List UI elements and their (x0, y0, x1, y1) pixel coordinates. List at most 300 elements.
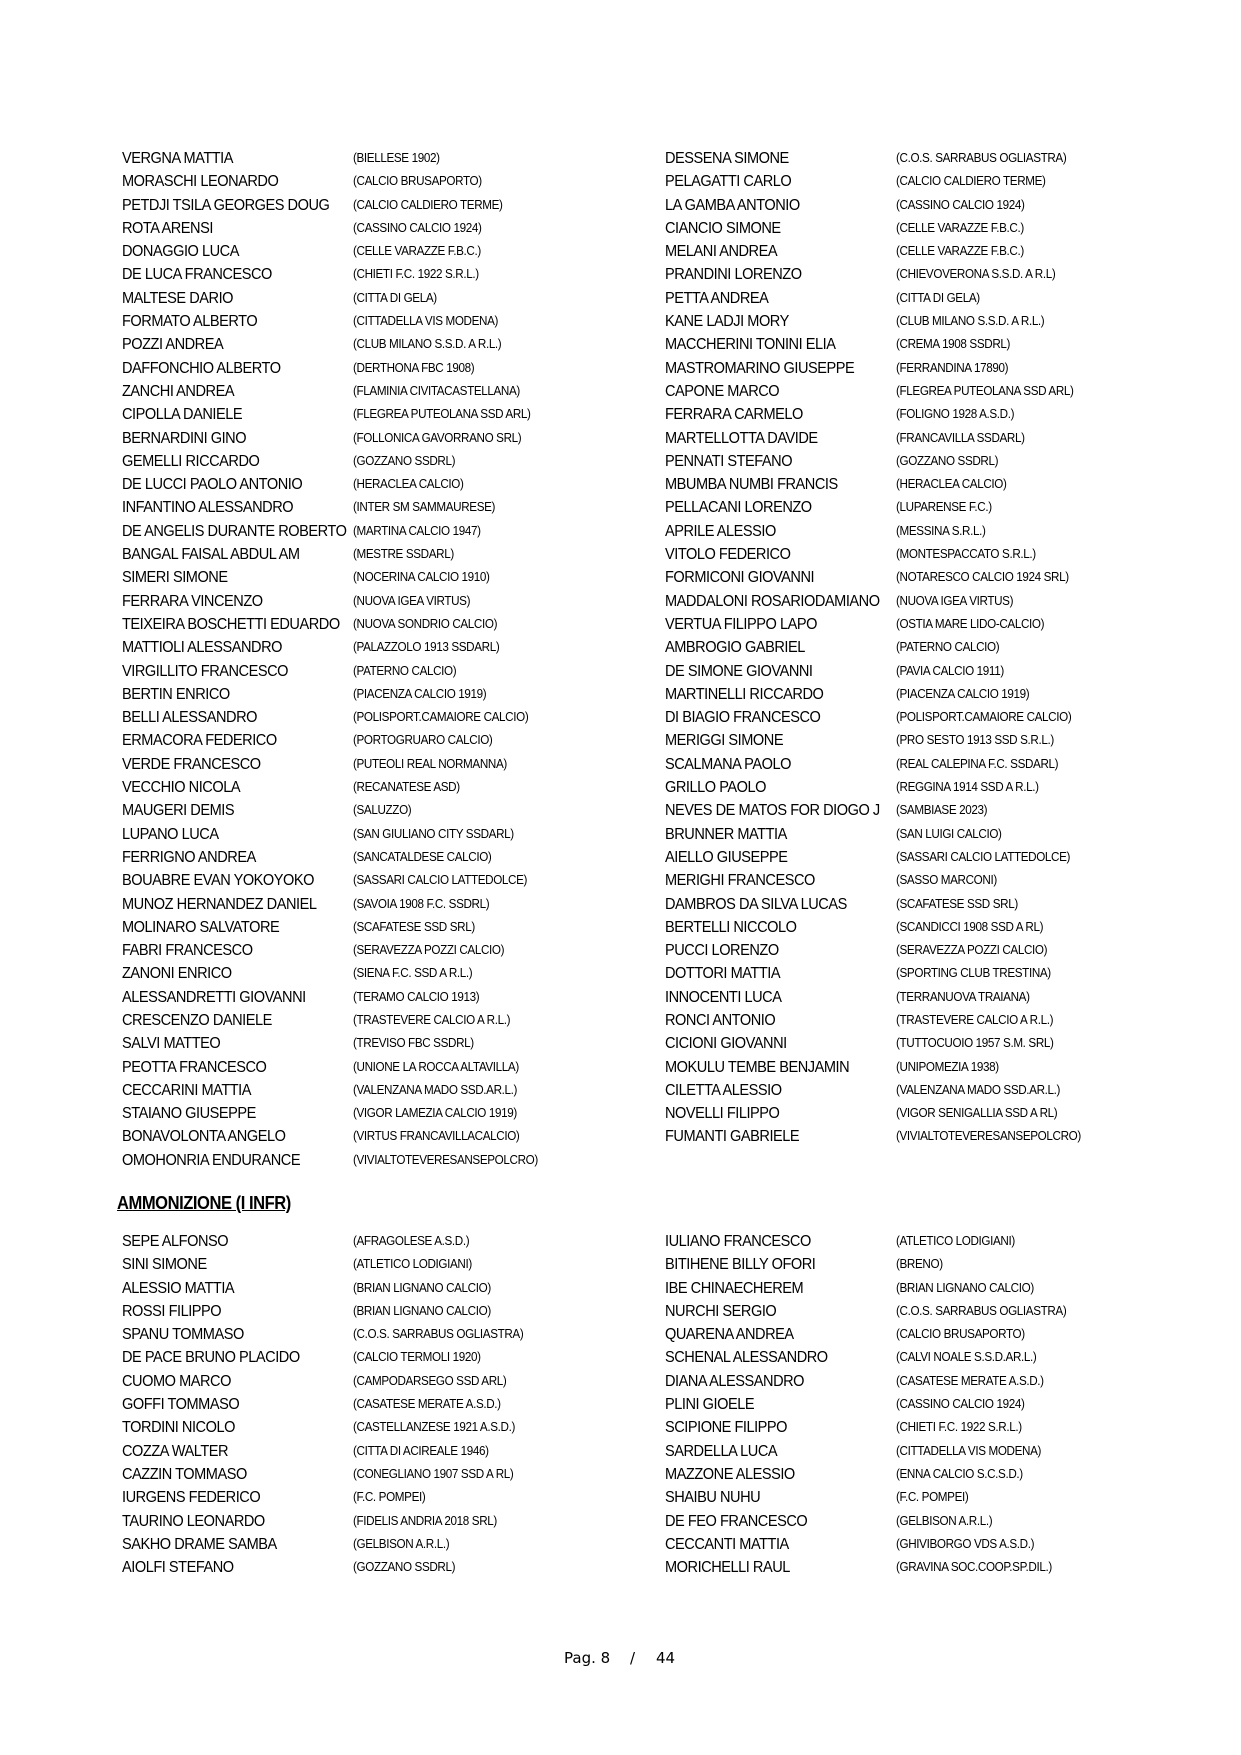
list-item (122, 1323, 662, 1346)
club-name: (VIRTUS FRANCAVILLACALCIO) (353, 1129, 520, 1144)
list-item (665, 683, 1225, 706)
player-column-left (122, 1230, 662, 1579)
player-name: DESSENA SIMONE (665, 150, 789, 167)
list-item (665, 729, 1225, 752)
player-name: DE FEO FRANCESCO (665, 1512, 808, 1530)
list-item (665, 333, 1225, 356)
player-name: DAMBROS DA SILVA LUCAS (665, 895, 847, 913)
club-name: (GHIVIBORGO VDS A.S.D.) (896, 1536, 1035, 1551)
player-name: SAKHO DRAME SAMBA (122, 1535, 277, 1553)
club-name: (RECANATESE ASD) (353, 780, 460, 795)
club-name: (SASSO MARCONI) (896, 873, 997, 888)
player-name: ROTA ARENSI (122, 219, 213, 237)
player-name: DIANA ALESSANDRO (665, 1372, 805, 1390)
player-column-right (665, 147, 1225, 1149)
club-name: (PATERNO CALCIO) (896, 640, 1000, 655)
club-name: (CALCIO CALDIERO TERME) (353, 197, 503, 212)
club-name: (CONEGLIANO 1907 SSD A RL) (353, 1466, 514, 1481)
list-item (122, 869, 662, 892)
player-name: MARTINELLI RICCARDO (665, 685, 824, 703)
club-name: (VALENZANA MADO SSD.AR.L.) (896, 1082, 1061, 1097)
list-item (665, 1533, 1225, 1556)
club-name: (CREMA 1908 SSDRL) (896, 337, 1011, 352)
list-item (122, 1486, 662, 1509)
club-name: (FLEGREA PUTEOLANA SSD ARL) (353, 407, 531, 422)
list-item (122, 986, 662, 1009)
list-item (665, 1416, 1225, 1439)
list-item (665, 450, 1225, 473)
list-item (665, 869, 1225, 892)
club-name: (PUTEOLI REAL NORMANNA) (353, 756, 507, 771)
club-name: (DERTHONA FBC 1908) (353, 360, 475, 375)
club-name: (SANCATALDESE CALCIO) (353, 849, 492, 864)
club-name: (CAMPODARSEGO SSD ARL) (353, 1373, 507, 1388)
club-name: (PAVIA CALCIO 1911) (896, 663, 1004, 678)
list-item (665, 846, 1225, 869)
club-name: (CASATESE MERATE A.S.D.) (353, 1397, 501, 1412)
club-name: (CALVI NOALE S.S.D.AR.L.) (896, 1350, 1037, 1365)
list-item (122, 1440, 662, 1463)
club-name: (BRENO) (896, 1257, 943, 1272)
player-name: GOFFI TOMMASO (122, 1396, 240, 1414)
list-item (122, 1277, 662, 1300)
list-item (122, 1009, 662, 1032)
list-item (122, 1230, 662, 1253)
club-name: (TUTTOCUOIO 1957 S.M. SRL) (896, 1036, 1054, 1051)
page-separator: / (630, 1649, 636, 1667)
player-name: VERTUA FILIPPO LAPO (665, 615, 817, 633)
club-name: (F.C. POMPEI) (896, 1490, 969, 1505)
club-name: (C.O.S. SARRABUS OGLIASTRA) (896, 1303, 1067, 1318)
club-name: (CHIETI F.C. 1922 S.R.L.) (353, 267, 479, 282)
club-name: (ENNA CALCIO S.C.S.D.) (896, 1466, 1023, 1481)
list-item (665, 403, 1225, 426)
club-name: (ATLETICO LODIGIANI) (896, 1234, 1015, 1248)
player-name: MASTROMARINO GIUSEPPE (665, 359, 855, 377)
list-item (122, 962, 662, 985)
club-name: (REAL CALEPINA F.C. SSDARL) (896, 756, 1059, 771)
player-name: PETDJI TSILA GEORGES DOUG (122, 196, 330, 214)
club-name: (VIVIALTOTEVERESANSEPOLCRO) (896, 1129, 1081, 1144)
list-item (122, 217, 662, 240)
player-name: PLINI GIOELE (665, 1396, 755, 1414)
club-name: (UNIPOMEZIA 1938) (896, 1059, 999, 1074)
club-name: (C.O.S. SARRABUS OGLIASTRA) (896, 151, 1067, 165)
player-name: MAZZONE ALESSIO (665, 1465, 795, 1483)
list-item (122, 520, 662, 543)
list-item (122, 566, 662, 589)
club-name: (BRIAN LIGNANO CALCIO) (896, 1280, 1034, 1295)
list-item (122, 1125, 662, 1148)
player-name: DI BIAGIO FRANCESCO (665, 709, 821, 727)
list-item (122, 427, 662, 450)
list-item (665, 1463, 1225, 1486)
player-name: ERMACORA FEDERICO (122, 732, 277, 750)
list-item (122, 1370, 662, 1393)
player-name: DE ANGELIS DURANTE ROBERTO (122, 522, 347, 540)
club-name: (GELBISON A.R.L.) (896, 1513, 993, 1528)
player-name: SEPE ALFONSO (122, 1233, 229, 1250)
player-name: FORMICONI GIOVANNI (665, 569, 815, 587)
player-name: SARDELLA LUCA (665, 1442, 778, 1460)
list-item (665, 1102, 1225, 1125)
list-item (122, 590, 662, 613)
club-name: (NUOVA IGEA VIRTUS) (896, 593, 1014, 608)
player-name: APRILE ALESSIO (665, 522, 776, 540)
club-name: (CASATESE MERATE A.S.D.) (896, 1373, 1044, 1388)
player-name: IURGENS FEDERICO (122, 1489, 261, 1507)
player-name: NURCHI SERGIO (665, 1302, 777, 1320)
club-name: (PIACENZA CALCIO 1919) (896, 686, 1030, 701)
player-name: FERRIGNO ANDREA (122, 848, 256, 866)
list-item (122, 753, 662, 776)
club-name: (BRIAN LIGNANO CALCIO) (353, 1303, 491, 1318)
club-name: (GELBISON A.R.L.) (353, 1536, 450, 1551)
player-name: INFANTINO ALESSANDRO (122, 499, 294, 517)
list-item (665, 613, 1225, 636)
player-name: DE PACE BRUNO PLACIDO (122, 1349, 300, 1367)
club-name: (BRIAN LIGNANO CALCIO) (353, 1280, 491, 1295)
player-name: DE LUCA FRANCESCO (122, 266, 272, 284)
club-name: (FRANCAVILLA SSDARL) (896, 430, 1025, 445)
list-item (665, 427, 1225, 450)
player-name: LA GAMBA ANTONIO (665, 196, 800, 214)
list-item (122, 613, 662, 636)
player-name: STAIANO GIUSEPPE (122, 1105, 256, 1123)
club-name: (FLAMINIA CIVITACASTELLANA) (353, 383, 520, 398)
club-name: (CALCIO BRUSAPORTO) (353, 174, 482, 189)
list-item (665, 1323, 1225, 1346)
club-name: (TERRANUOVA TRAIANA) (896, 989, 1030, 1004)
list-item (122, 1346, 662, 1369)
list-item (122, 287, 662, 310)
player-name: MALTESE DARIO (122, 289, 234, 307)
player-name: BERTELLI NICCOLO (665, 918, 797, 936)
club-name: (FOLIGNO 1928 A.S.D.) (896, 407, 1015, 422)
list-item (665, 660, 1225, 683)
list-item (665, 939, 1225, 962)
club-name: (ATLETICO LODIGIANI) (353, 1257, 472, 1272)
player-name: CRESCENZO DANIELE (122, 1011, 272, 1029)
club-name: (SIENA F.C. SSD A R.L.) (353, 966, 473, 981)
club-name: (POLISPORT.CAMAIORE CALCIO) (353, 710, 529, 725)
player-name: LUPANO LUCA (122, 825, 219, 843)
player-name: DAFFONCHIO ALBERTO (122, 359, 281, 377)
list-item (665, 170, 1225, 193)
list-item (122, 543, 662, 566)
club-name: (SCAFATESE SSD SRL) (353, 919, 475, 934)
club-name: (SERAVEZZA POZZI CALCIO) (896, 943, 1048, 958)
list-item (665, 1440, 1225, 1463)
player-name: TEIXEIRA BOSCHETTI EDUARDO (122, 615, 340, 633)
list-item (665, 1346, 1225, 1369)
club-name: (SPORTING CLUB TRESTINA) (896, 966, 1051, 981)
list-item (122, 170, 662, 193)
player-name: MORASCHI LEONARDO (122, 173, 279, 191)
player-name: BERTIN ENRICO (122, 685, 230, 703)
player-name: PELLACANI LORENZO (665, 499, 812, 517)
list-item (665, 263, 1225, 286)
player-name: RONCI ANTONIO (665, 1011, 776, 1029)
player-name: MATTIOLI ALESSANDRO (122, 639, 283, 657)
club-name: (AFRAGOLESE A.S.D.) (353, 1234, 470, 1248)
player-name: FORMATO ALBERTO (122, 313, 258, 331)
club-name: (SCANDICCI 1908 SSD A RL) (896, 919, 1044, 934)
player-name: MOKULU TEMBE BENJAMIN (665, 1058, 850, 1076)
player-name: MOLINARO SALVATORE (122, 918, 280, 936)
player-name: ROSSI FILIPPO (122, 1302, 222, 1320)
player-name: IULIANO FRANCESCO (665, 1233, 811, 1250)
list-item (122, 846, 662, 869)
list-item (665, 380, 1225, 403)
list-item (665, 1056, 1225, 1079)
club-name: (TRASTEVERE CALCIO A R.L.) (353, 1012, 511, 1027)
club-name: (CALCIO TERMOLI 1920) (353, 1350, 481, 1365)
list-item (665, 1230, 1225, 1253)
list-item (665, 194, 1225, 217)
club-name: (CITTA DI GELA) (353, 290, 437, 305)
player-name: MBUMBA NUMBI FRANCIS (665, 476, 838, 494)
player-name: FERRARA CARMELO (665, 406, 803, 424)
list-item (665, 240, 1225, 263)
club-name: (SERAVEZZA POZZI CALCIO) (353, 943, 505, 958)
player-name: PENNATI STEFANO (665, 452, 793, 470)
player-name: AIELLO GIUSEPPE (665, 848, 788, 866)
club-name: (SALUZZO) (353, 803, 412, 818)
club-name: (PIACENZA CALCIO 1919) (353, 686, 487, 701)
club-name: (TREVISO FBC SSDRL) (353, 1036, 474, 1051)
club-name: (CHIETI F.C. 1922 S.R.L.) (896, 1420, 1022, 1435)
list-item (665, 520, 1225, 543)
player-name: DOTTORI MATTIA (665, 965, 781, 983)
player-name: POZZI ANDREA (122, 336, 224, 354)
player-name: MERIGHI FRANCESCO (665, 872, 815, 890)
player-name: MAUGERI DEMIS (122, 802, 235, 820)
club-name: (BIELLESE 1902) (353, 151, 440, 165)
list-item (122, 357, 662, 380)
player-name: ZANCHI ANDREA (122, 382, 235, 400)
player-name: TORDINI NICOLO (122, 1419, 235, 1437)
list-item (665, 706, 1225, 729)
list-item (665, 287, 1225, 310)
club-name: (CELLE VARAZZE F.B.C.) (896, 220, 1024, 235)
club-name: (C.O.S. SARRABUS OGLIASTRA) (353, 1327, 524, 1342)
club-name: (GRAVINA SOC.COOP.SP.DIL.) (896, 1560, 1052, 1575)
player-name: MORICHELLI RAUL (665, 1559, 790, 1577)
player-name: BRUNNER MATTIA (665, 825, 787, 843)
player-name: VERDE FRANCESCO (122, 755, 261, 773)
list-item (665, 893, 1225, 916)
section-heading: AMMONIZIONE (I INFR) (117, 1193, 291, 1213)
club-name: (OSTIA MARE LIDO-CALCIO) (896, 616, 1045, 631)
player-name: ZANONI ENRICO (122, 965, 232, 983)
list-item (665, 217, 1225, 240)
club-name: (CASSINO CALCIO 1924) (896, 197, 1025, 212)
player-name: FABRI FRANCESCO (122, 942, 253, 960)
player-name: KANE LADJI MORY (665, 313, 789, 331)
club-name: (SASSARI CALCIO LATTEDOLCE) (896, 849, 1071, 864)
club-name: (CASSINO CALCIO 1924) (896, 1397, 1025, 1412)
club-name: (HERACLEA CALCIO) (896, 477, 1007, 492)
list-item (665, 962, 1225, 985)
player-name: FERRARA VINCENZO (122, 592, 263, 610)
club-name: (UNIONE LA ROCCA ALTAVILLA) (353, 1059, 519, 1074)
list-item (122, 333, 662, 356)
club-name: (FLEGREA PUTEOLANA SSD ARL) (896, 383, 1074, 398)
club-name: (SCAFATESE SSD SRL) (896, 896, 1018, 911)
club-name: (MESSINA S.R.L.) (896, 523, 986, 538)
club-name: (FIDELIS ANDRIA 2018 SRL) (353, 1513, 497, 1528)
player-name: VIRGILLITO FRANCESCO (122, 662, 289, 680)
club-name: (NUOVA IGEA VIRTUS) (353, 593, 471, 608)
list-item (122, 799, 662, 822)
list-item (665, 753, 1225, 776)
club-name: (CITTA DI GELA) (896, 290, 980, 305)
list-item (122, 893, 662, 916)
player-name: SALVI MATTEO (122, 1035, 221, 1053)
list-item (665, 1370, 1225, 1393)
list-item (665, 1125, 1225, 1148)
player-name: SINI SIMONE (122, 1256, 207, 1274)
list-item (122, 636, 662, 659)
list-item (665, 357, 1225, 380)
club-name: (SAN LUIGI CALCIO) (896, 826, 1002, 841)
club-name: (SAVOIA 1908 F.C. SSDRL) (353, 896, 490, 911)
club-name: (CASSINO CALCIO 1924) (353, 220, 482, 235)
club-name: (CALCIO BRUSAPORTO) (896, 1327, 1025, 1342)
list-item (665, 496, 1225, 519)
club-name: (INTER SM SAMMAURESE) (353, 500, 496, 515)
club-name: (VIVIALTOTEVERESANSEPOLCRO) (353, 1152, 538, 1167)
player-name: CIANCIO SIMONE (665, 219, 781, 237)
player-name: SIMERI SIMONE (122, 569, 228, 587)
player-column-right (665, 1230, 1225, 1579)
page-number-label: Pag. 8 (564, 1649, 611, 1667)
player-name: MARTELLOTTA DAVIDE (665, 429, 818, 447)
list-item (665, 147, 1225, 170)
list-item (122, 1300, 662, 1323)
player-name: MACCHERINI TONINI ELIA (665, 336, 836, 354)
list-item (122, 1463, 662, 1486)
list-item (665, 799, 1225, 822)
list-item (122, 776, 662, 799)
list-item (665, 1393, 1225, 1416)
player-name: BERNARDINI GINO (122, 429, 247, 447)
player-name: VERGNA MATTIA (122, 150, 234, 167)
club-name: (HERACLEA CALCIO) (353, 477, 464, 492)
list-item (122, 450, 662, 473)
player-name: MADDALONI ROSARIODAMIANO (665, 592, 880, 610)
player-name: BITIHENE BILLY OFORI (665, 1256, 816, 1274)
club-name: (FOLLONICA GAVORRANO SRL) (353, 430, 522, 445)
club-name: (CELLE VARAZZE F.B.C.) (353, 244, 481, 259)
player-name: IBE CHINAECHEREM (665, 1279, 804, 1297)
club-name: (CITTADELLA VIS MODENA) (896, 1443, 1042, 1458)
club-name: (LUPARENSE F.C.) (896, 500, 992, 515)
player-name: PELAGATTI CARLO (665, 173, 792, 191)
list-item (122, 473, 662, 496)
list-item (122, 1149, 662, 1172)
player-name: AIOLFI STEFANO (122, 1559, 234, 1577)
club-name: (CASTELLANZESE 1921 A.S.D.) (353, 1420, 515, 1435)
list-item (665, 916, 1225, 939)
club-name: (CELLE VARAZZE F.B.C.) (896, 244, 1024, 259)
list-item (122, 1533, 662, 1556)
list-item (122, 1253, 662, 1276)
player-name: GEMELLI RICCARDO (122, 452, 260, 470)
club-name: (CITTA DI ACIREALE 1946) (353, 1443, 489, 1458)
club-name: (CALCIO CALDIERO TERME) (896, 174, 1046, 189)
player-name: MERIGGI SIMONE (665, 732, 784, 750)
player-name: PRANDINI LORENZO (665, 266, 802, 284)
list-item (122, 496, 662, 519)
list-item (665, 473, 1225, 496)
list-item (665, 1253, 1225, 1276)
club-name: (PORTOGRUARO CALCIO) (353, 733, 493, 748)
player-name: OMOHONRIA ENDURANCE (122, 1151, 301, 1169)
list-item (665, 1510, 1225, 1533)
club-name: (CLUB MILANO S.S.D. A R.L.) (353, 337, 502, 352)
club-name: (NOCERINA CALCIO 1910) (353, 570, 490, 585)
player-name: CECCARINI MATTIA (122, 1081, 252, 1099)
list-item (122, 1032, 662, 1055)
player-name: QUARENA ANDREA (665, 1326, 794, 1344)
player-name: BONAVOLONTA ANGELO (122, 1128, 286, 1146)
club-name: (PATERNO CALCIO) (353, 663, 457, 678)
club-name: (F.C. POMPEI) (353, 1490, 426, 1505)
player-name: SCALMANA PAOLO (665, 755, 791, 773)
list-item (122, 194, 662, 217)
club-name: (MARTINA CALCIO 1947) (353, 523, 481, 538)
list-item (122, 1393, 662, 1416)
list-item (122, 939, 662, 962)
list-item (122, 1416, 662, 1439)
player-name: COZZA WALTER (122, 1442, 229, 1460)
club-name: (GOZZANO SSDRL) (353, 1560, 456, 1575)
list-item (122, 240, 662, 263)
list-item (665, 1277, 1225, 1300)
list-item (665, 590, 1225, 613)
list-item (665, 823, 1225, 846)
club-name: (VIGOR LAMEZIA CALCIO 1919) (353, 1106, 517, 1121)
list-item (665, 1486, 1225, 1509)
player-name: VECCHIO NICOLA (122, 779, 241, 797)
club-name: (SASSARI CALCIO LATTEDOLCE) (353, 873, 528, 888)
club-name: (PALAZZOLO 1913 SSDARL) (353, 640, 500, 655)
list-item (665, 1009, 1225, 1032)
page-total: 44 (656, 1649, 676, 1667)
club-name: (TERAMO CALCIO 1913) (353, 989, 480, 1004)
player-name: BANGAL FAISAL ABDUL AM (122, 546, 300, 564)
player-name: SCIPIONE FILIPPO (665, 1419, 788, 1437)
club-name: (VIGOR SENIGALLIA SSD A RL) (896, 1106, 1058, 1121)
club-name: (NOTARESCO CALCIO 1924 SRL) (896, 570, 1069, 585)
player-name: ALESSIO MATTIA (122, 1279, 235, 1297)
club-name: (MESTRE SSDARL) (353, 547, 454, 562)
player-name: CICIONI GIOVANNI (665, 1035, 787, 1053)
player-column-left (122, 147, 662, 1172)
club-name: (CITTADELLA VIS MODENA) (353, 314, 499, 329)
list-item (665, 1079, 1225, 1102)
player-name: INNOCENTI LUCA (665, 988, 782, 1006)
list-item (122, 1079, 662, 1102)
list-item (122, 380, 662, 403)
club-name: (FERRANDINA 17890) (896, 360, 1009, 375)
player-name: GRILLO PAOLO (665, 779, 766, 797)
player-name: FUMANTI GABRIELE (665, 1128, 800, 1146)
list-item (122, 823, 662, 846)
player-name: CUOMO MARCO (122, 1372, 231, 1390)
